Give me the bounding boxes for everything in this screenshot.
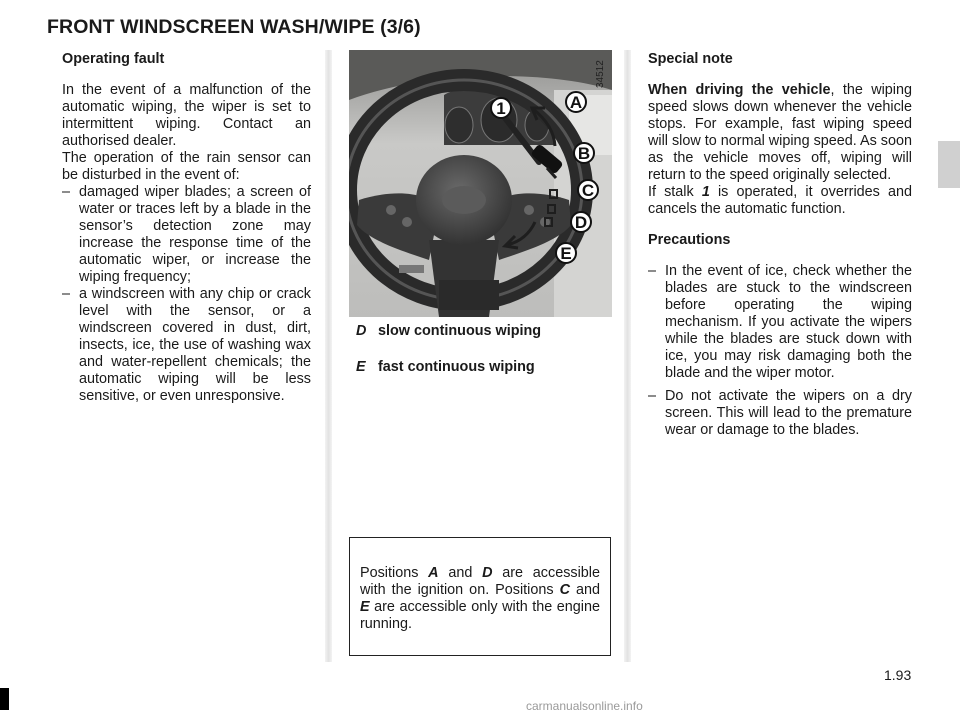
figure-captions [356,323,541,376]
label-a: A [569,93,583,112]
note-text: Positions A and D are accessible with the ignition on. Positions C and E are accessible only with the engine running. [360,565,600,632]
malfunction-paragraph: In the event of a malfunction of the automatic wiping, the wiper is set to intermittent wiping. Contact an authorised dealer. [62,82,311,149]
label-b: B [577,144,591,163]
section-tab [938,141,960,188]
stalk-override-paragraph: If stalk 1 is operated, it overrides and cancels the automatic function. [648,184,912,217]
caption-e: E fast continuous wiping [356,359,535,375]
label-d: D [574,213,588,232]
label-e: E [560,244,572,263]
left-column [62,51,311,405]
page-number: 1.93 [884,667,912,683]
watermark: carmanualsonline.info [526,699,643,713]
special-note-paragraph: When driving the vehicle, the wiping speed slows down whenever the vehicle stops. For example, fast wiping speed will slow to normal wiping speed. As soon as the vehicle moves off, wiping will return to the speed originally selected. [648,82,912,183]
precautions-heading: Precautions [648,232,731,248]
steering-wheel-illustration [349,50,612,317]
page-marker [0,688,9,710]
list-item: – damaged wiper blades; a screen of water or traces left by a blade in the sensor’s detection zone may increase the response time of the automatic wiper, or increase the wiping frequency; [62,184,311,285]
operating-fault-heading: Operating fault [62,51,165,67]
figure-ref: 34512 [595,60,606,88]
rain-sensor-paragraph: The operation of the rain sensor can be disturbed in the event of: [62,150,311,183]
list-item: – Do not activate the wipers on a dry screen. This will lead to the premature wear or damage to the blades. [648,388,912,438]
caption-d: D slow continuous wiping [356,323,542,339]
page-title: FRONT WINDSCREEN WASH/WIPE (3/6) [47,16,421,38]
label-1: 1 [496,99,506,118]
steering-wheel-figure [349,50,612,317]
column-divider-right [624,50,631,662]
list-item: – In the event of ice, check whether the blades are stuck to the windscreen before operating the wiping mechanism. If you activate the wipers while the blades are stuck down with ice, you may risk damaging both the blade and the wiper motor. [648,263,912,381]
special-note-heading: Special note [648,51,733,67]
info-note-box [349,537,611,656]
right-column [648,51,912,439]
column-divider-left [325,50,332,662]
label-c: C [581,181,595,200]
list-item: – a windscreen with any chip or crack level with the sensor, or a windscreen covered in dust, dirt, insects, ice, the use of washing wax and water-repellent chemicals; the automatic wiping will be less sensitive, or even unresponsive. [62,286,311,404]
